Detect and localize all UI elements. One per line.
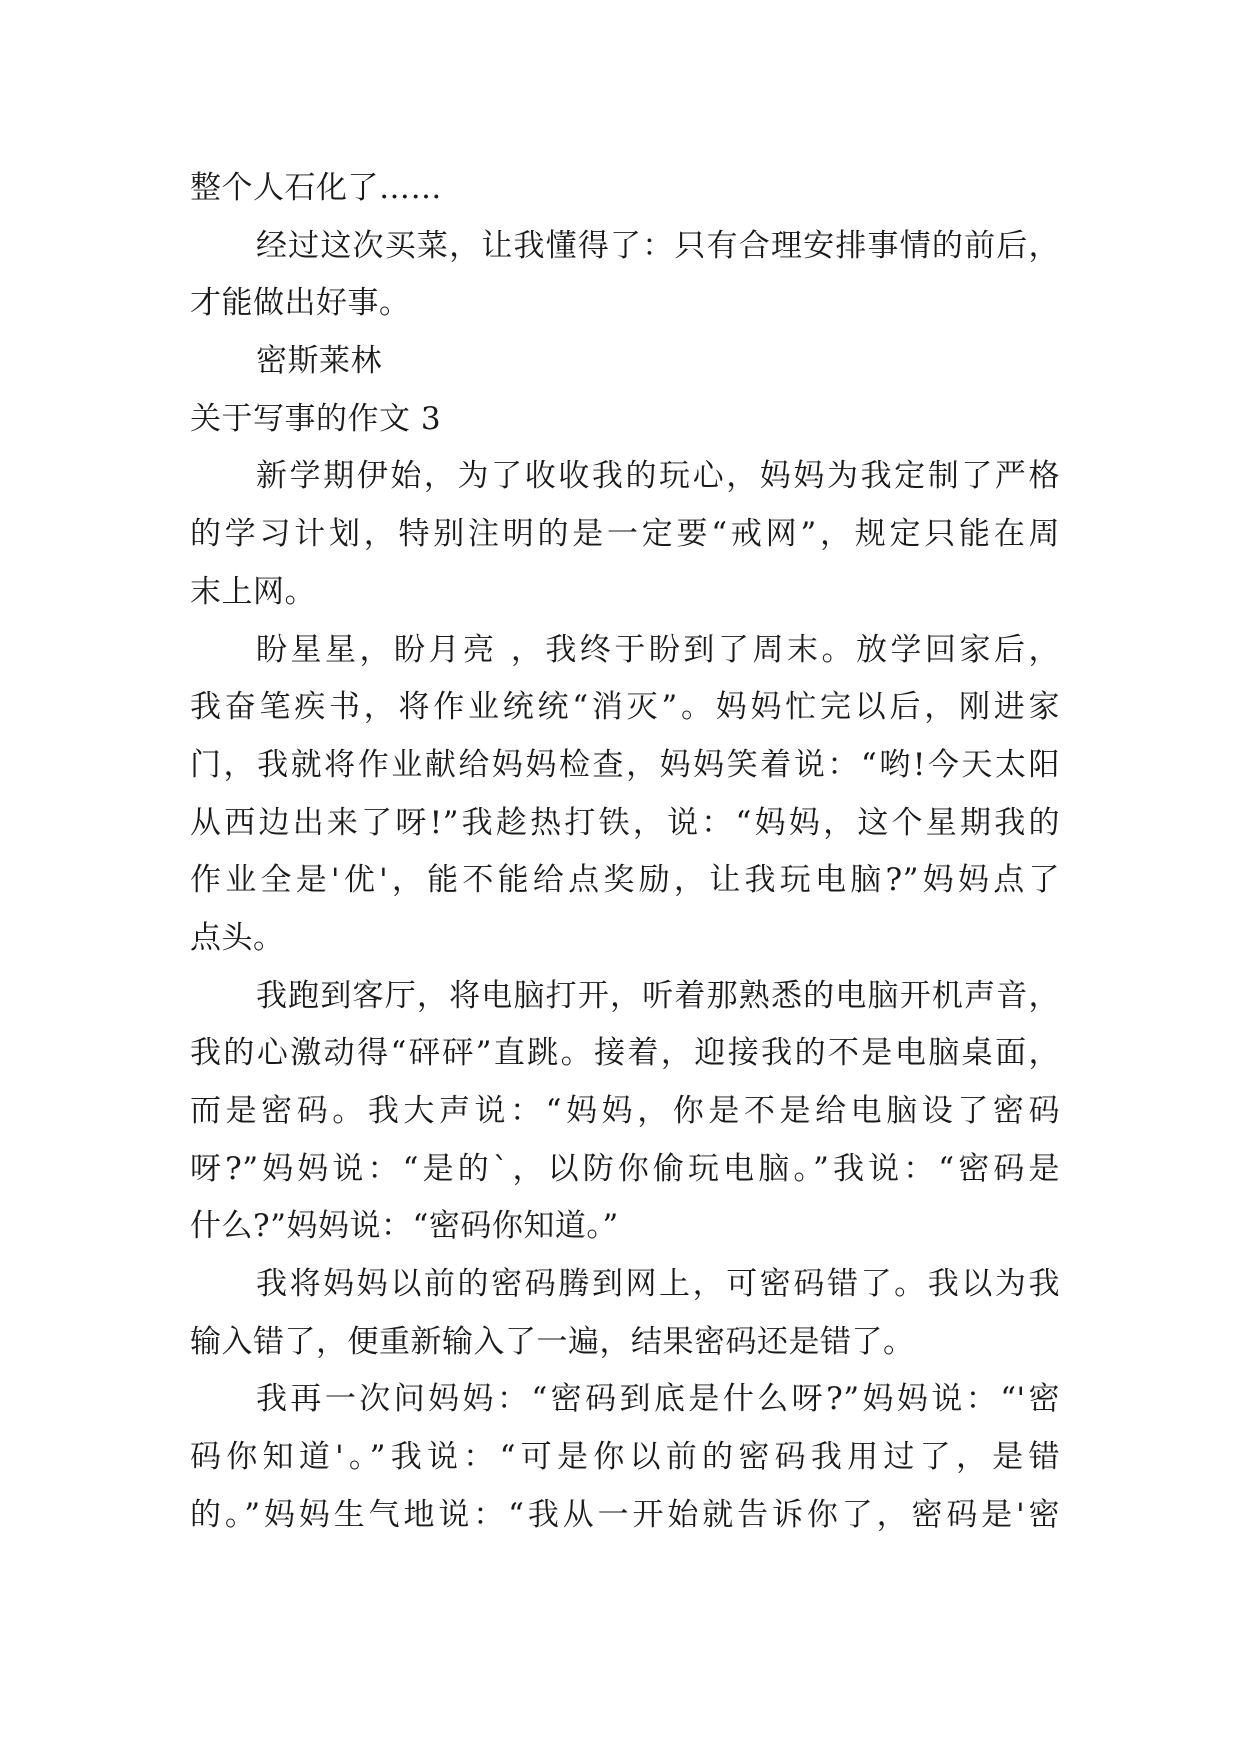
text-line: 门，我就将作业献给妈妈检查，妈妈笑着说：“哟!今天太阳 — [190, 746, 1060, 783]
text-line: 才能做出好事。 — [190, 285, 411, 322]
text-line: 我奋笔疾书，将作业统统“消灭”。妈妈忙完以后，刚进家 — [190, 689, 1060, 726]
text-line: 我的心激动得“砰砰”直跳。接着，迎接我的不是电脑桌面， — [190, 1035, 1060, 1072]
text-line: 而是密码。我大声说：“妈妈，你是不是给电脑设了密码 — [190, 1093, 1060, 1129]
text-line: 经过这次买菜，让我懂得了：只有合理安排事情的前后， — [256, 227, 1060, 264]
text-line: 从西边出来了呀!”我趁热打铁，说：“妈妈，这个星期我的 — [190, 804, 1060, 841]
text-line: 的。”妈妈生气地说：“我从一开始就告诉你了，密码是'密 — [190, 1496, 1060, 1533]
text-line: 什么?”妈妈说：“密码你知道。” — [190, 1208, 619, 1245]
text-line: 盼星星，盼月亮 ，我终于盼到了周末。放学回家后， — [256, 631, 1060, 668]
text-line: 新学期伊始，为了收收我的玩心，妈妈为我定制了严格 — [256, 458, 1060, 495]
text-line: 关于写事的作文 3 — [190, 400, 442, 437]
text-line: 我将妈妈以前的密码腾到网上，可密码错了。我以为我 — [256, 1266, 1060, 1303]
text-line: 输入错了，便重新输入了一遍，结果密码还是错了。 — [190, 1323, 915, 1360]
text-line: 码你知道'。”我说：“可是你以前的密码我用过了，是错 — [190, 1439, 1060, 1476]
text-line: 作业全是'优'，能不能给点奖励，让我玩电脑?”妈妈点了 — [190, 862, 1060, 899]
text-line: 我跑到客厅，将电脑打开，听着那熟悉的电脑开机声音， — [256, 977, 1060, 1014]
text-line: 呀?”妈妈说：“是的`，以防你偷玩电脑。”我说：“密码是 — [190, 1150, 1060, 1187]
text-line: 我再一次问妈妈：“密码到底是什么呀?”妈妈说：“'密 — [256, 1381, 1060, 1418]
text-line: 点头。 — [190, 919, 285, 956]
text-line: 密斯莱林 — [256, 343, 382, 380]
text-line: 的学习计划，特别注明的是一定要“戒网”，规定只能在周 — [190, 516, 1060, 553]
text-line: 整个人石化了…… — [190, 170, 442, 206]
document-body — [190, 160, 1060, 1545]
text-line: 末上网。 — [190, 573, 316, 610]
